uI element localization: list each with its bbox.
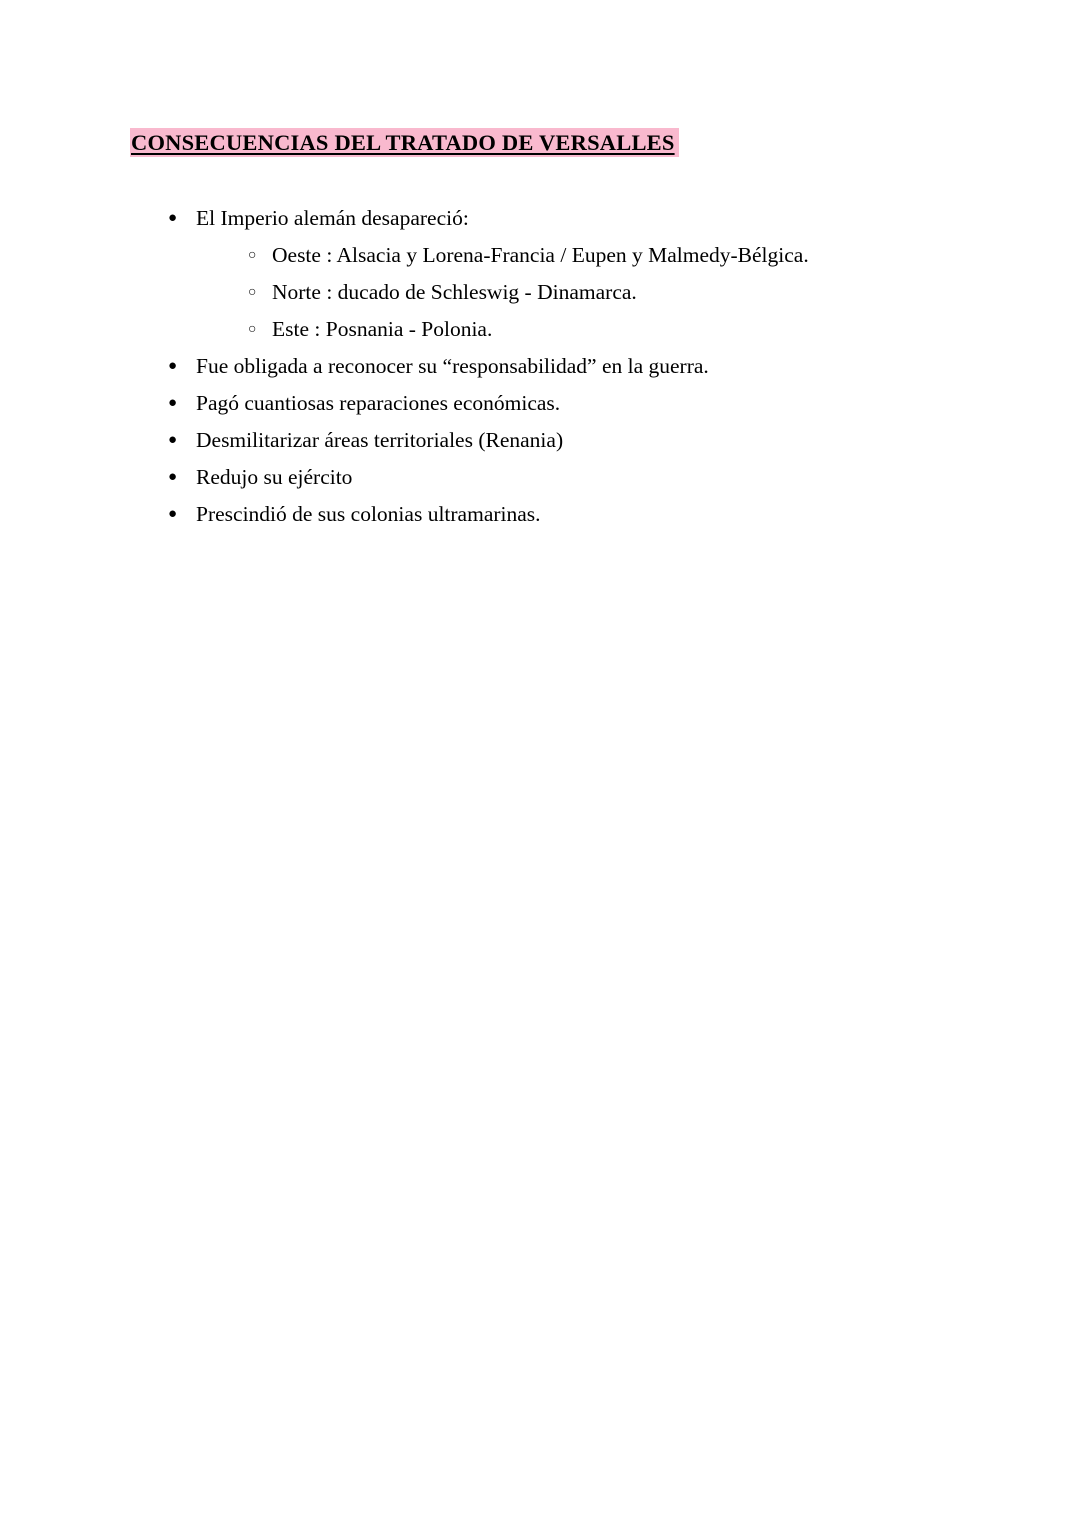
list-item xyxy=(168,459,980,496)
list-item-text: El Imperio alemán desapareció: xyxy=(196,206,469,230)
list-item xyxy=(168,385,980,422)
sub-list-item xyxy=(248,237,980,274)
list-item-text: Fue obligada a reconocer su “responsabilidad” en la guerra. xyxy=(196,354,709,378)
sub-list-item xyxy=(248,274,980,311)
list-item-text: Desmilitarizar áreas territoriales (Renania) xyxy=(196,428,564,452)
sub-bullet-icon: ○ xyxy=(248,285,257,300)
list-item-text: Prescindió de sus colonias ultramarinas. xyxy=(196,502,541,526)
list-item-text: Redujo su ejército xyxy=(196,465,353,489)
bullet-icon: ● xyxy=(168,432,178,448)
sub-bullet-icon: ○ xyxy=(248,248,257,263)
sub-list-item-text: Oeste : Alsacia y Lorena-Francia / Eupen y Malmedy-Bélgica. xyxy=(272,243,809,267)
bullet-list xyxy=(130,200,980,533)
sub-list-item-text: Norte : ducado de Schleswig - Dinamarca. xyxy=(272,280,637,304)
list-item-text: Pagó cuantiosas reparaciones económicas. xyxy=(196,391,561,415)
sub-list-item xyxy=(248,311,980,348)
bullet-icon: ● xyxy=(168,395,178,411)
bullet-icon: ● xyxy=(168,210,178,226)
page-title xyxy=(130,128,980,158)
list-item xyxy=(168,348,980,385)
bullet-icon: ● xyxy=(168,506,178,522)
page-title-highlight: CONSECUENCIAS DEL TRATADO DE VERSALLES xyxy=(130,128,679,157)
bullet-icon: ● xyxy=(168,469,178,485)
list-item xyxy=(168,200,980,348)
list-item xyxy=(168,422,980,459)
bullet-icon: ● xyxy=(168,358,178,374)
sub-bullet-list xyxy=(196,237,980,348)
sub-bullet-icon: ○ xyxy=(248,322,257,337)
list-item xyxy=(168,496,980,533)
sub-list-item-text: Este : Posnania - Polonia. xyxy=(272,317,493,341)
